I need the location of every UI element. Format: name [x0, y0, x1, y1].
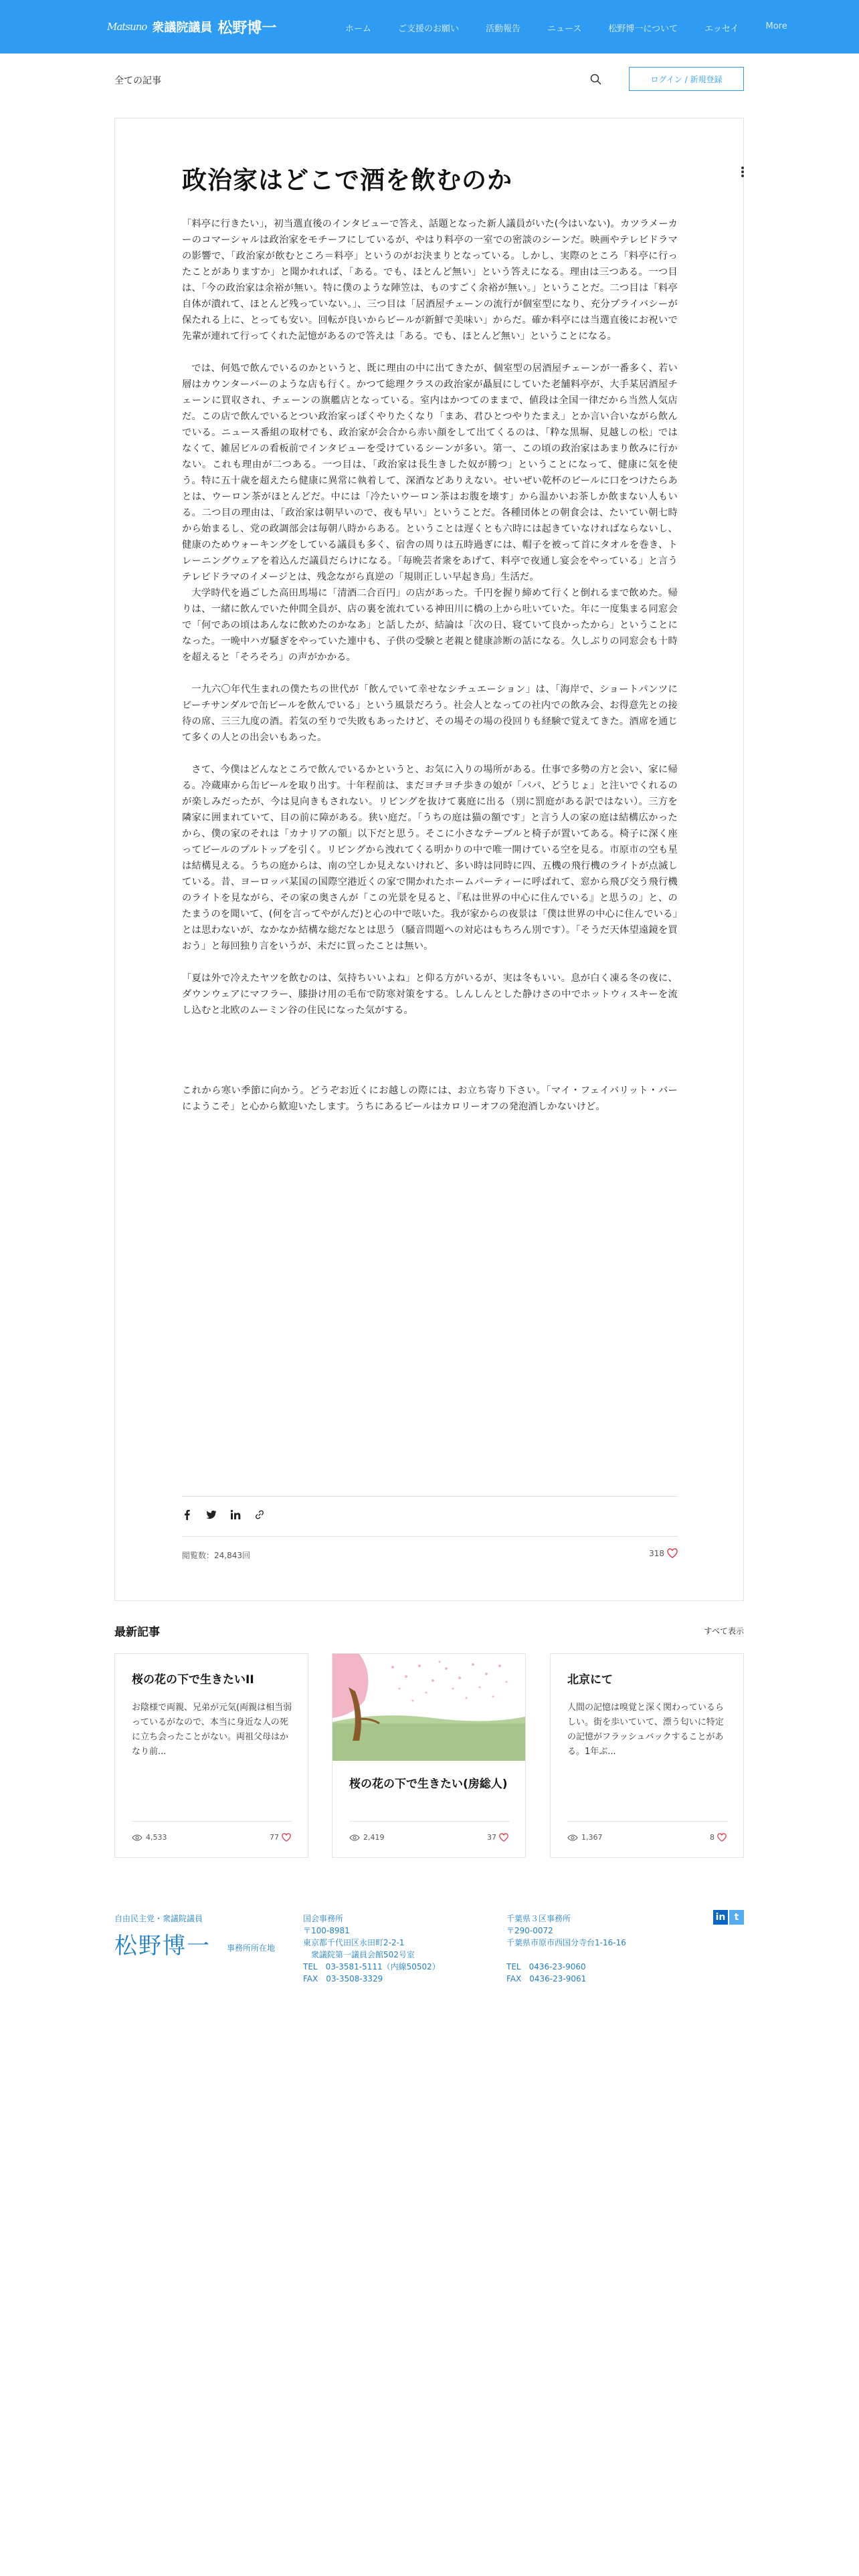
main-nav: [345, 19, 787, 37]
site-header: [0, 0, 859, 53]
heart-icon: [282, 1833, 291, 1842]
office-postal: 〒100-8981: [303, 1926, 350, 1935]
divider: [132, 1821, 292, 1822]
like-button[interactable]: [649, 1548, 678, 1558]
recent-post-card[interactable]: [550, 1653, 744, 1858]
office-fax: FAX 0436-23-9061: [506, 1974, 587, 1983]
more-options-icon[interactable]: [736, 165, 749, 179]
recent-post-title[interactable]: 桜の花の下で生きたいII: [132, 1673, 254, 1687]
view-count: 1,367: [581, 1833, 603, 1842]
all-posts-link[interactable]: 全ての記事: [114, 76, 161, 86]
recent-post-views: [349, 1833, 385, 1842]
recent-post-views: [132, 1833, 167, 1842]
blog-toolbar: [114, 67, 744, 94]
nav-activity[interactable]: 活動報告: [486, 24, 521, 34]
nav-news[interactable]: ニュース: [547, 24, 582, 34]
nav-essay[interactable]: エッセイ: [704, 24, 739, 34]
logo-name: 松野博一: [217, 19, 277, 37]
office-name: 千葉県３区事務所: [506, 1914, 571, 1923]
recent-post-views: [567, 1833, 603, 1842]
office-address2: 衆議院第一議員会館502号室: [303, 1950, 415, 1959]
footer-office-label: 事務所所在地: [227, 1943, 276, 1953]
eye-icon: [132, 1834, 142, 1841]
divider: [349, 1821, 510, 1822]
share-bar: [182, 1509, 278, 1520]
heart-icon: [717, 1833, 727, 1842]
site-footer: [114, 1910, 744, 2010]
recent-post-title[interactable]: 北京にて: [567, 1673, 613, 1687]
link-icon[interactable]: [254, 1509, 265, 1520]
recent-post-card[interactable]: [114, 1653, 308, 1858]
eye-icon: [567, 1834, 578, 1841]
nav-support[interactable]: ご支援のお願い: [398, 24, 460, 34]
linkedin-icon[interactable]: [230, 1509, 241, 1520]
view-count: 4,533: [146, 1833, 167, 1842]
recent-post-likes[interactable]: [270, 1833, 291, 1842]
post-card: [114, 118, 744, 1601]
search-icon[interactable]: [589, 73, 603, 86]
post-paragraph: 「料亭に行きたい」，初当選直後のインタビューで答え、話題となった新人議員がいた(今はいない)。カツラメーカーのコマーシャルは政治家をモチーフにしているが、やはり料亭の一室での密談のシーンだ。映画やテレビドラマの影響で、「政治家が飲むところ＝料亭」というのがお決まりとなっている。しかし、実際のところ「料亭に行ったことがありますか」と聞かれれば、「ある。でも、ほとんど無い」という答えになる。理由は三つある。一つ目は、「今の政治家は余裕が無い。特に僕のような陣笠は、ものすごく余裕が無い。」ということだ。二つ目は「料亭自体が潰れて、ほとんど残っていない。」、三つ目は「居酒屋チェーンの流行が個室型になり、充分プライバシーが保たれる上に、とっても安い。回転が良いからビールが新鮮で美味い」からだ。確か料亭には当選直後にお祝いで先輩が連れて行ってくれた記憶があるので答えは「ある。でも、ほとんど無い」ということになる。: [182, 219, 678, 342]
divider: [182, 1496, 678, 1497]
post-paragraph: 一九六〇年代生まれの僕たちの世代が「飲んでいて幸せなシチュエーション」は、「海岸で、ショートパンツにビーチサンダルで缶ビールを飲んでいる」という風景だろう。社会人となっての社内での飲み会、お得意先との接待の席、三三九度の酒。若気の至りで失敗もあったけど、その場その場の役回りも経験で覚えてきた。酒席を通じて多くの人との出会いもあった。: [182, 684, 678, 743]
twitter-icon[interactable]: t: [729, 1910, 744, 1925]
post-paragraph: これから寒い季節に向かう。どうぞお近くにお越しの際には、お立ち寄り下さい。「マイ・フェイバリット・バーにようこそ」と心から歓迎いたします。うちにあるビールはカロリーオフの発泡酒しかないけど。: [182, 1085, 678, 1112]
eye-icon: [349, 1834, 360, 1841]
login-button[interactable]: ログイン / 新規登録: [629, 67, 744, 91]
recent-post-excerpt: お陰様で両親、兄弟が元気(両親は相当弱っているがなので、本当に身近な人の死に立ち会ったことがない。両祖父母はかなり前...: [132, 1703, 292, 1757]
divider: [182, 1536, 678, 1537]
office-postal: 〒290-0072: [506, 1926, 553, 1935]
logo-signature: Matsuno: [107, 21, 147, 33]
twitter-icon[interactable]: [206, 1509, 217, 1520]
linkedin-icon[interactable]: in: [713, 1910, 728, 1925]
like-count: 8: [710, 1833, 714, 1842]
office-tel: TEL 03-3581-5111（内線50502）: [303, 1962, 440, 1971]
recent-post-card[interactable]: [332, 1653, 526, 1858]
nav-about[interactable]: 松野博一について: [608, 24, 678, 34]
heart-icon: [667, 1548, 678, 1558]
recent-posts-header: [114, 1622, 744, 1642]
footer-party: 自由民主党・衆議院議員: [114, 1914, 203, 1923]
footer-social: [712, 1910, 744, 1925]
post-body: [182, 216, 678, 1115]
office-name: 国会事務所: [303, 1914, 344, 1923]
post-paragraph: では、何処で飲んでいるのかというと、既に理由の中に出てきたが、個室型の居酒屋チェーンが一番多く、若い層はカウンターバーのような店も行く。かつて総理クラスの政治家が贔屓にしていた老舗料亭が、大手某居酒屋チェーンに買収され、チェーンの旗艦店となっている。室内はかつてのままで、値段は全国一律だから当然人気店だ。この店で飲んでいるとつい政治家っぽくやりたくなり「まあ、君ひとつやりたまえ」とか言い合いながら飲んでいる。ニュース番組の取材でも、政治家が会合から赤い顔をして出てくるのは、「粋な黒塀、見越しの松」ではなくて、雑居ビルの看板前でインタビューを受けているシーンが多い。第一、この頃の政治家はあまり飲みに行かない。これも理由が二つある。一つ目は、「政治家は長生きした奴が勝つ」ということになって、健康に気を使う。特に五十歳を超えたら健康に異常に執着して、深酒などありえない。せいぜい乾杯のビールに口をつけたらあとは、ウーロン茶がほとんどだ。中には「冷たいウーロン茶はお腹を壊す」から温かいお茶しか飲まない人もいる。二つ目の理由は、「政治家は朝早いので、夜も早い」ということだ。各種団体との朝食会は、たいてい朝七時から始まるし、党の政調部会は毎朝八時からある。ということは遅くとも六時には起きていなければならないし、健康のためウォーキングをしている議員も多く、宿舎の周りは五時過ぎには、帽子を被って首にタオルを巻き、トレーニングウェアを着込んだ議員だらけになる。「毎晩芸者衆をあげて、料亭で夜通し宴会をやっている」と言うテレビドラマのイメージとは、残念ながら真逆の「規則正しい早起き鳥」生活だ。: [182, 363, 678, 582]
post-paragraph: 大学時代を過ごした高田馬場に「清酒二合百円」の店があった。千円を握り締めて行くと倒れるまで飲めた。帰りは、一緒に飲んでいた仲間全員が、店の裏を流れている神田川に橋の上から吐いていた。年に一度集まる同窓会で「何であの頃はあんなに飲めたのかなあ」と話したが、結論は「次の日、寝ていて良かったから」ということになった。一晩中ハガ騒ぎをやっていた連中も、子供の受験と老親と健康診断の話になる。久しぶりの同窓会も十時を超えると「そろそろ」の声がかかる。: [182, 588, 678, 663]
recent-post-likes[interactable]: [487, 1833, 508, 1842]
see-all-link[interactable]: すべて表示: [704, 1626, 744, 1636]
recent-post-image[interactable]: [332, 1654, 525, 1761]
office-address: 千葉県市原市西国分寺台1-16-16: [506, 1938, 626, 1947]
nav-more[interactable]: More: [765, 21, 787, 31]
office-fax: FAX 03-3508-3329: [303, 1974, 383, 1983]
recent-post-likes[interactable]: [710, 1833, 727, 1842]
office-tel: TEL 0436-23-9060: [506, 1962, 586, 1971]
post-title: 政治家はどこで酒を飲むのか: [182, 166, 512, 195]
site-logo[interactable]: [107, 15, 276, 39]
divider: [567, 1821, 728, 1822]
like-count: 318: [649, 1548, 664, 1558]
view-count: 閲覧数：24,843回: [182, 1551, 250, 1560]
office-address: 東京都千代田区永田町2-2-1: [303, 1938, 405, 1947]
like-count: 77: [270, 1833, 279, 1842]
footer-tokyo-office: [303, 1913, 440, 1985]
post-paragraph: さて、今僕はどんなところで飲んでいるかというと、お気に入りの場所がある。仕事で多勢の方と会い、家に帰る。冷蔵庫から缶ビールを取り出す。十年程前は、まだヨチヨチ歩きの娘が「パパ、どうじょ」と注いでくれるのが楽しみだったが、今は見向きもされない。リビングを抜けて裏庭に出る（別に罰庭がある訳ではない）。三方を隣家に囲まれていて、目の前に障がある。狭い庭だ。「うちの庭は猫の額です」と言う人の家の庭は結構広かったから、僕の家のそれは「カナリアの額」以下だと思う。そこに小さなテーブルと椅子が置いてある。椅子に深く座ってビールのプルトップを引く。リビングから洩れてくる明かりの中で唯一開けている空を見る。市原市の空も星は結構見える。うちの庭からは、南の空しか見えないけれど、多い時は同時に四、五機の飛行機のライトが点滅している。昔、ヨーロッパ某国の国際空港近くの家で開かれたホームパーティーに呼ばれて、窓から飛び交う飛行機のライトを見ながら、その家の奥さんが「この光景を見ると、『私は世界の中心に住んでいる』と思うの」と、のたまうのを聞いて、(何を言ってやがんだ)と心の中で呟いた。我が家からの夜景は「僕は世界の中心に住んでいる」とは思わないが、なかなか結構な総だなとは思う（騒音問題への対応はもちろん別です）。「そうだ天体望遠鏡を買おう」と毎回独り言をいうが、未だに買ったことは無い。: [182, 764, 678, 952]
post-paragraph: 「夏は外で冷えたヤツを飲むのは、気持ちいいよね」と仰る方がいるが、実は冬もいい。息が白く凍る冬の夜に、ダウンウェアにマフラー、膝掛け用の毛布で防寒対策をする。しんしんとした静けさの中でホットウィスキーを流し込むと北欧のムーミン谷の住民になった気がする。: [182, 973, 678, 1016]
footer-name: 松野博一: [114, 1933, 211, 1959]
facebook-icon[interactable]: [182, 1509, 193, 1520]
recent-post-title[interactable]: 桜の花の下で生きたい(房総人): [349, 1778, 508, 1791]
recent-post-excerpt: 人間の記憶は嗅覚と深く関わっているらしい。街を歩いていて、漂う匂いに特定の記憶がフラッシュバックすることがある。1年ぶ...: [567, 1703, 724, 1757]
heart-icon: [499, 1833, 508, 1842]
logo-title: 衆議院議員: [152, 21, 213, 35]
recent-posts-title: 最新記事: [114, 1626, 160, 1639]
like-count: 37: [487, 1833, 496, 1842]
view-count: 2,419: [363, 1833, 385, 1842]
nav-home[interactable]: ホーム: [345, 24, 372, 34]
footer-chiba-office: [506, 1913, 626, 1985]
